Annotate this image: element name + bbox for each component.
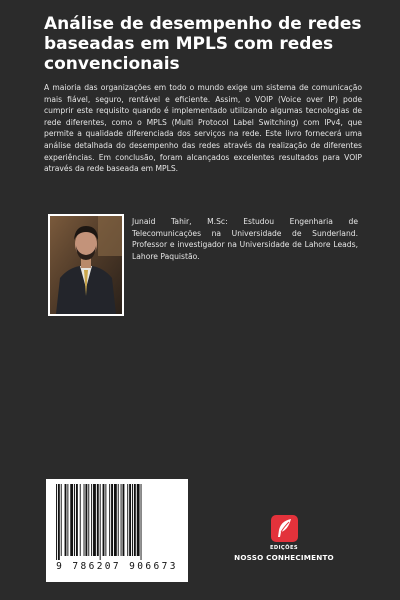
- barcode-bar: [61, 484, 62, 556]
- publisher-logo: [232, 515, 336, 562]
- barcode-bar: [141, 484, 142, 560]
- barcode-bar: [109, 484, 110, 556]
- barcode-bar: [74, 484, 75, 556]
- barcode-bar: [56, 484, 57, 560]
- feather-quill-icon: [271, 515, 298, 542]
- barcode-bar: [97, 484, 99, 556]
- author-photo: [48, 214, 124, 316]
- barcode-bar: [85, 484, 87, 556]
- barcode-bar: [111, 484, 113, 556]
- barcode-bar: [91, 484, 92, 556]
- barcode-bar: [76, 484, 78, 556]
- barcode-bar: [100, 484, 101, 560]
- barcode-bar: [134, 484, 136, 556]
- author-bio: Junaid Tahir, M.Sc: Estudou Engenharia de Telecomunicações na Universidade de Sunderland. Professor e investigador na Universidade de Lahore Leads, Lahore Paquistão.: [132, 217, 358, 261]
- barcode-bar: [123, 484, 125, 556]
- book-description: A maioria das organizações em todo o mundo exige um sistema de comunicação mais fiável, seguro, rentável e eficiente. Assim, o VOIP (Voice over IP) pode cumprir este requisito quando é implementado utilizando algumas tecnologias de rede diferentes, como o MPLS (Multi Protocol Label Switching) com IPv4, que permite a qualidade diferenciada dos serviços na rede. Este livro fornecerá uma análise detalhada do desempenho das redes através da realização de diferentes experiências. Em conclusão, foram alcançados excelentes resultados para VOIP através da rede baseada em MPLS.: [44, 83, 362, 174]
- barcode-bar: [105, 484, 106, 556]
- barcode-bar: [65, 484, 67, 556]
- barcode-bar: [121, 484, 122, 556]
- book-title: Análise de desempenho de redes baseadas em MPLS com redes convencionais: [44, 14, 362, 74]
- barcode-bar: [58, 484, 60, 560]
- isbn-barcode: [46, 479, 188, 582]
- barcode-bar: [70, 484, 73, 556]
- barcode-bar: [67, 484, 68, 556]
- barcode-bar: [129, 484, 131, 556]
- barcode-bar: [80, 484, 81, 556]
- publisher-name: NOSSO CONHECIMENTO: [234, 553, 334, 562]
- barcode-bar: [93, 484, 96, 556]
- barcode-bars: [54, 484, 180, 560]
- barcode-bar: [103, 484, 105, 556]
- barcode-bar: [88, 484, 89, 556]
- barcode-bar: [137, 484, 140, 556]
- barcode-bar: [84, 484, 85, 556]
- barcode-bar: [118, 484, 119, 556]
- barcode-bar: [127, 484, 128, 556]
- barcode-bar: [132, 484, 133, 556]
- isbn-number: 9 786207 906673: [56, 561, 178, 572]
- publisher-label-top: EDIÇÕES: [269, 545, 299, 551]
- barcode-bar: [114, 484, 117, 556]
